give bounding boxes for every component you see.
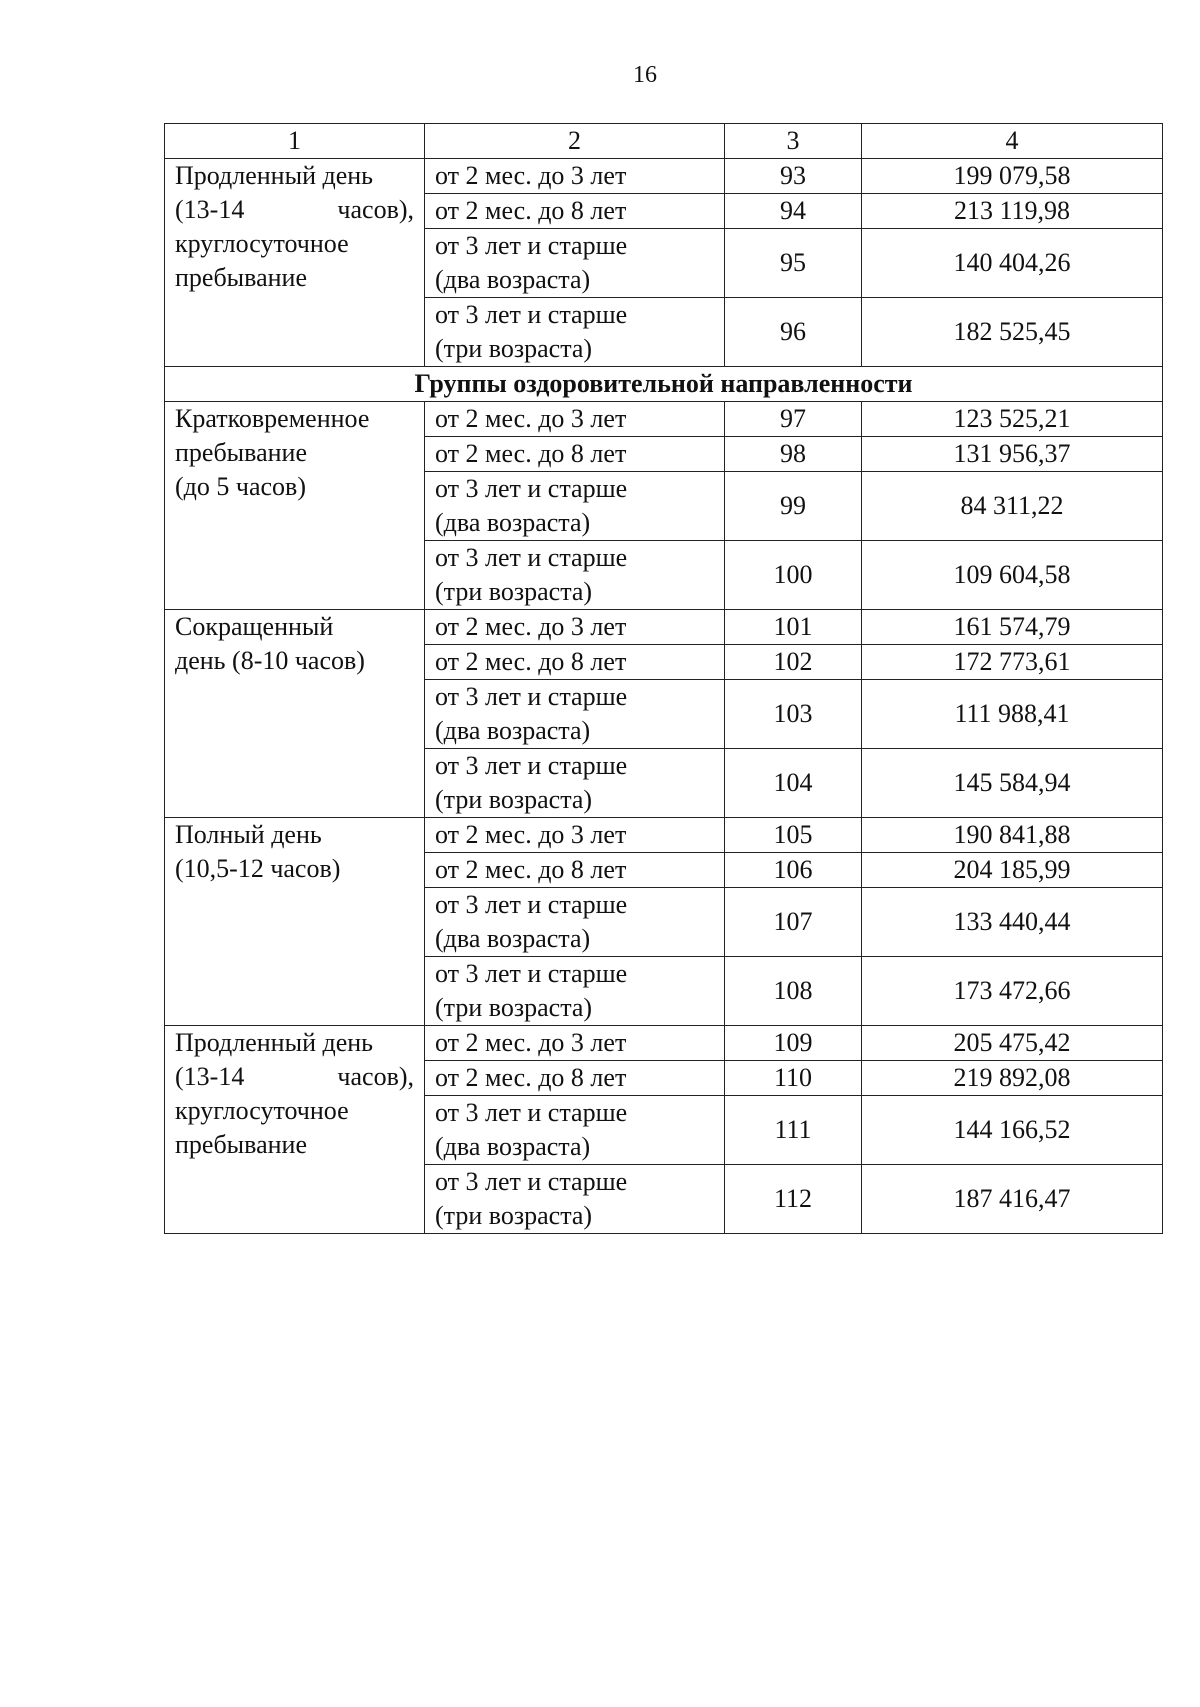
age-range-line: от 3 лет и старше [435,231,628,260]
row-code-cell: 95 [725,229,862,298]
age-range-line: от 3 лет и старше [435,890,628,919]
row-code-cell: 94 [725,194,862,229]
group-label-line: (10,5-12 часов) [175,854,341,883]
group-label-line: пребывание [175,1130,307,1159]
group-label [165,610,425,818]
table-row [165,1026,1163,1061]
age-range-line: (два возраста) [435,716,591,745]
tariff-value-cell: 109 604,58 [862,541,1163,610]
row-code-cell: 104 [725,749,862,818]
age-range-line: от 3 лет и старше [435,1098,628,1127]
age-range-line: (три возраста) [435,1201,593,1230]
table-row [165,818,1163,853]
group-label [165,159,425,367]
row-code-cell: 93 [725,159,862,194]
age-range-cell [425,957,725,1026]
age-range-cell [425,1165,725,1234]
row-code-cell: 106 [725,853,862,888]
age-range-cell [425,159,725,194]
row-code-cell: 100 [725,541,862,610]
age-range-line: от 2 мес. до 8 лет [435,1063,627,1092]
row-code-cell: 97 [725,402,862,437]
section-title: Группы оздоровительной направленности [165,367,1163,402]
age-range-line: (три возраста) [435,993,593,1022]
header-col-3: 3 [725,124,862,159]
group-label [165,1026,425,1234]
tariff-value-cell: 190 841,88 [862,818,1163,853]
row-code-cell: 107 [725,888,862,957]
group-label-line: (13-14 часов), [175,195,414,224]
tariff-value-cell: 219 892,08 [862,1061,1163,1096]
age-range-line: (два возраста) [435,924,591,953]
table-row [165,402,1163,437]
age-range-cell [425,1026,725,1061]
age-range-line: (два возраста) [435,1132,591,1161]
tariff-table [164,123,1163,1234]
tariff-value-cell: 205 475,42 [862,1026,1163,1061]
row-code-cell: 98 [725,437,862,472]
tariff-table-body [165,124,1163,1234]
age-range-line: от 2 мес. до 8 лет [435,196,627,225]
age-range-line: (три возраста) [435,577,593,606]
age-range-line: от 2 мес. до 8 лет [435,647,627,676]
page-number: 16 [633,62,657,88]
age-range-cell [425,680,725,749]
age-range-line: от 2 мес. до 3 лет [435,161,627,190]
row-code-cell: 112 [725,1165,862,1234]
age-range-line: от 2 мес. до 8 лет [435,855,627,884]
age-range-line: (два возраста) [435,265,591,294]
tariff-value-cell: 199 079,58 [862,159,1163,194]
tariff-value-cell: 84 311,22 [862,472,1163,541]
row-code-cell: 108 [725,957,862,1026]
age-range-cell [425,229,725,298]
tariff-value-cell: 161 574,79 [862,610,1163,645]
age-range-line: от 3 лет и старше [435,959,628,988]
age-range-cell [425,437,725,472]
age-range-line: от 2 мес. до 8 лет [435,439,627,468]
row-code-cell: 102 [725,645,862,680]
age-range-cell [425,1061,725,1096]
table-row [165,610,1163,645]
age-range-line: (три возраста) [435,785,593,814]
tariff-value-cell: 173 472,66 [862,957,1163,1026]
row-code-cell: 110 [725,1061,862,1096]
age-range-cell [425,888,725,957]
group-label-line: день (8-10 часов) [175,646,365,675]
age-range-cell [425,749,725,818]
table-row [165,159,1163,194]
row-code-cell: 109 [725,1026,862,1061]
age-range-line: от 2 мес. до 3 лет [435,612,627,641]
tariff-value-cell: 123 525,21 [862,402,1163,437]
tariff-value-cell: 131 956,37 [862,437,1163,472]
age-range-cell [425,541,725,610]
age-range-cell [425,194,725,229]
row-code-cell: 105 [725,818,862,853]
tariff-value-cell: 182 525,45 [862,298,1163,367]
age-range-cell [425,298,725,367]
age-range-line: (два возраста) [435,508,591,537]
group-label [165,402,425,610]
age-range-cell [425,402,725,437]
group-label-line: Продленный день [175,1028,374,1057]
group-label-line: (до 5 часов) [175,472,306,501]
group-label-line: Кратковременное [175,404,370,433]
group-label-line: круглосуточное [175,1096,349,1125]
row-code-cell: 111 [725,1096,862,1165]
tariff-value-cell: 213 119,98 [862,194,1163,229]
tariff-value-cell: 133 440,44 [862,888,1163,957]
row-code-cell: 96 [725,298,862,367]
group-label-line: пребывание [175,438,307,467]
header-col-4: 4 [862,124,1163,159]
age-range-line: от 3 лет и старше [435,1167,628,1196]
age-range-line: от 3 лет и старше [435,300,628,329]
age-range-line: от 2 мес. до 3 лет [435,820,627,849]
tariff-value-cell: 187 416,47 [862,1165,1163,1234]
tariff-value-cell: 140 404,26 [862,229,1163,298]
row-code-cell: 101 [725,610,862,645]
group-label-line: круглосуточное [175,229,349,258]
header-row [165,124,1163,159]
group-label-line: Продленный день [175,161,374,190]
group-label-line: Полный день [175,820,322,849]
age-range-cell [425,853,725,888]
row-code-cell: 99 [725,472,862,541]
tariff-value-cell: 172 773,61 [862,645,1163,680]
tariff-value-cell: 111 988,41 [862,680,1163,749]
header-col-1: 1 [165,124,425,159]
age-range-line: от 3 лет и старше [435,682,628,711]
section-row [165,367,1163,402]
group-label-line: (13-14 часов), [175,1062,414,1091]
age-range-line: от 2 мес. до 3 лет [435,404,627,433]
age-range-line: от 3 лет и старше [435,474,628,503]
tariff-value-cell: 144 166,52 [862,1096,1163,1165]
row-code-cell: 103 [725,680,862,749]
age-range-line: от 3 лет и старше [435,543,628,572]
header-col-2: 2 [425,124,725,159]
age-range-cell [425,645,725,680]
tariff-value-cell: 145 584,94 [862,749,1163,818]
age-range-line: (три возраста) [435,334,593,363]
group-label [165,818,425,1026]
age-range-cell [425,472,725,541]
age-range-cell [425,610,725,645]
group-label-line: пребывание [175,263,307,292]
tariff-value-cell: 204 185,99 [862,853,1163,888]
age-range-cell [425,1096,725,1165]
age-range-cell [425,818,725,853]
age-range-line: от 3 лет и старше [435,751,628,780]
age-range-line: от 2 мес. до 3 лет [435,1028,627,1057]
group-label-line: Сокращенный [175,612,334,641]
